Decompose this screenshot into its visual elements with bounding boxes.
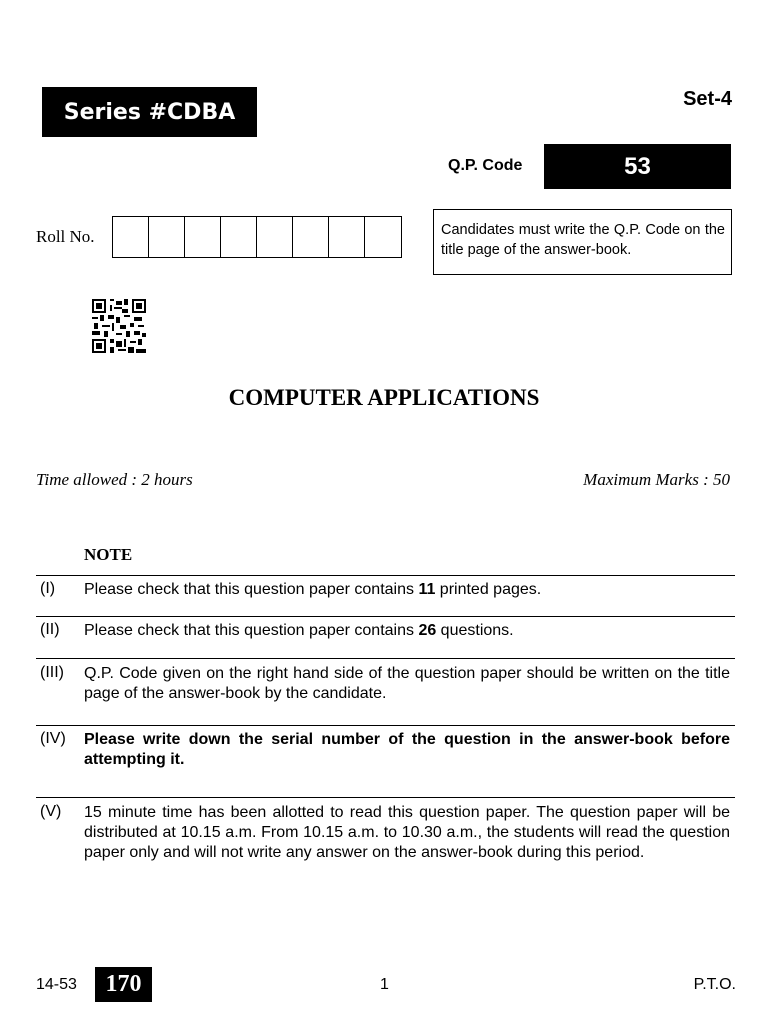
note-heading: NOTE — [84, 545, 133, 564]
note-number: (I) — [40, 580, 56, 597]
note-item — [84, 621, 730, 641]
series-label: Series #CDBA — [42, 87, 257, 137]
note-text: questions. — [436, 622, 514, 639]
maximum-marks: Maximum Marks : 50 — [583, 470, 730, 489]
note-item: Q.P. Code given on the right hand side of the question paper should be written on the title page of the answer-book by the candidate. — [84, 665, 730, 702]
divider — [36, 797, 735, 798]
roll-no-label: Roll No. — [36, 227, 95, 246]
pto-label: P.T.O. — [693, 976, 736, 993]
note-text: Please check that this question paper contains — [84, 581, 419, 598]
qr-code-icon — [92, 299, 146, 353]
note-item: Please write down the serial number of the question in the answer-book before attempting it. — [84, 731, 730, 768]
roll-no-cell — [257, 217, 293, 257]
note-item: 15 minute time has been allotted to read this question paper. The question paper will be distributed at 10.15 a.m. From 10.15 a.m. to 10.30 a.m., the students will read the question paper only and will not write any answer on the answer-book during this period. — [84, 804, 730, 861]
qp-code-value: 53 — [544, 144, 731, 189]
roll-no-cell — [329, 217, 365, 257]
divider — [36, 658, 735, 659]
note-item — [84, 580, 730, 600]
roll-no-cell — [149, 217, 185, 257]
roll-no-cell — [365, 217, 401, 257]
note-number: (V) — [40, 803, 62, 820]
roll-no-cell — [185, 217, 221, 257]
note-number: (IV) — [40, 730, 66, 747]
note-page-count: 11 — [418, 581, 436, 598]
divider — [36, 575, 735, 576]
note-text: Please check that this question paper contains — [84, 622, 419, 639]
roll-no-cell — [293, 217, 329, 257]
note-question-count: 26 — [418, 622, 437, 639]
divider — [36, 616, 735, 617]
footer-box: 170 — [95, 967, 152, 1002]
page-number: 1 — [380, 976, 389, 993]
qp-code-label: Q.P. Code — [448, 157, 523, 174]
footer-code: 14-53 — [36, 976, 77, 993]
note-number: (III) — [40, 664, 64, 681]
roll-no-cell — [113, 217, 149, 257]
paper-title: COMPUTER APPLICATIONS — [228, 385, 540, 410]
note-text: printed pages. — [435, 581, 542, 598]
divider — [36, 725, 735, 726]
note-number: (II) — [40, 621, 60, 638]
set-label: Set-4 — [683, 88, 732, 110]
instruction-box: Candidates must write the Q.P. Code on the title page of the answer-book. — [433, 209, 732, 275]
time-allowed: Time allowed : 2 hours — [36, 470, 193, 489]
roll-no-cell — [221, 217, 257, 257]
roll-no-boxes — [112, 216, 402, 258]
